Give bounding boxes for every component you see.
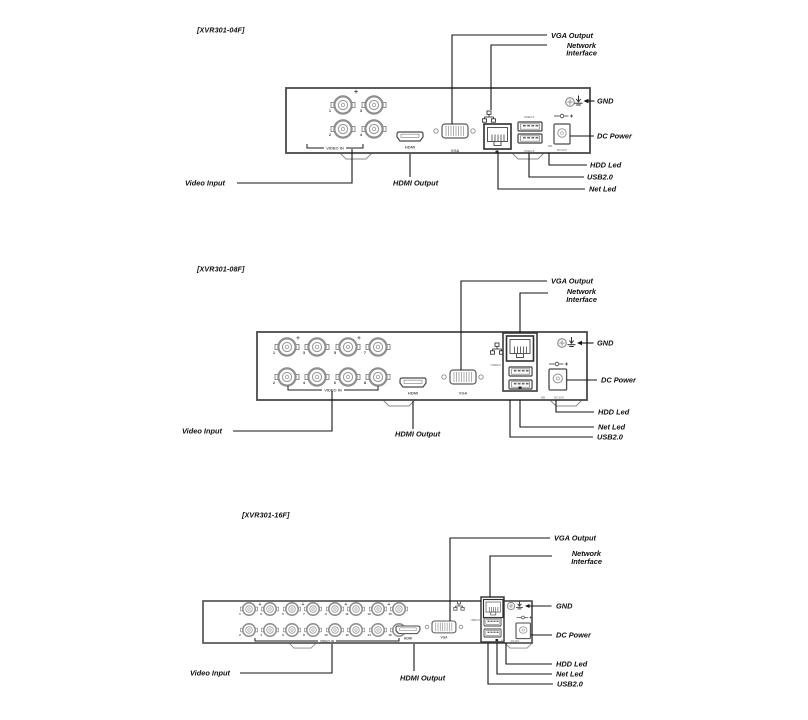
gnd-label: GND xyxy=(597,338,614,348)
hdd-led-label: HDD Led xyxy=(590,160,622,170)
net-led xyxy=(496,639,499,641)
callout-line-hdd-led xyxy=(549,153,587,165)
vga-port xyxy=(432,621,456,633)
channel-number: 3 xyxy=(359,108,363,113)
hdd-led-text: HD xyxy=(540,395,546,400)
hdd-led-label: HDD Led xyxy=(556,659,588,669)
model-title: [XVR301-04F] xyxy=(197,25,245,35)
dc-12v-text: DC12V xyxy=(557,148,567,152)
video-input-label: Video Input xyxy=(190,668,230,678)
video-in-text: VIDEO IN xyxy=(326,145,344,151)
net-led-label: Net Led xyxy=(589,184,617,194)
gnd-screw xyxy=(558,339,567,348)
channel-number: 2 xyxy=(328,132,332,137)
channel-number: 3 xyxy=(302,350,306,355)
channel-number: 6 xyxy=(333,380,337,385)
callout-line-net-led xyxy=(498,153,585,189)
network-interface-label: Network xyxy=(566,41,596,51)
channel-number: 1 xyxy=(328,108,332,113)
plus-mark: + xyxy=(344,602,348,608)
channel-number: 2 xyxy=(239,633,241,637)
hdmi-text: HDMI xyxy=(403,636,413,641)
network-interface-label: Network xyxy=(566,287,596,297)
channel-number: 6 xyxy=(282,633,284,637)
vga-output-label: VGA Output xyxy=(551,276,594,286)
hdmi-port xyxy=(396,626,420,634)
channel-number: 1 xyxy=(239,612,241,616)
usb-label: USB2.0 xyxy=(557,679,583,689)
ethernet-port xyxy=(484,124,511,149)
hdmi-port xyxy=(400,378,426,387)
channel-number: 14 xyxy=(367,633,371,637)
plus-mark: + xyxy=(296,335,300,342)
video-input-label: Video Input xyxy=(185,178,225,188)
hdmi-text: HDMI xyxy=(404,144,416,150)
channel-number: 16 xyxy=(388,633,392,637)
channel-number: 5 xyxy=(333,350,337,355)
usb-label: USB2.0 xyxy=(587,172,613,182)
vga-output-label: VGA Output xyxy=(554,533,597,543)
channel-number: 1 xyxy=(272,350,276,355)
network-interface-label: Network xyxy=(571,549,601,559)
callout-line-video-input xyxy=(240,644,332,673)
usb-port xyxy=(509,367,532,376)
channel-number: 4 xyxy=(302,380,306,385)
dc-power-label: DC Power xyxy=(601,375,636,385)
hdd-led-text: HD xyxy=(501,639,505,643)
vga-screw xyxy=(471,129,475,133)
gnd-screw xyxy=(566,98,575,107)
model-title: [XVR301-16F] xyxy=(242,510,290,520)
plus-mark: + xyxy=(353,89,359,96)
dc-power-label: DC Power xyxy=(597,131,632,141)
hdmi-output-label: HDMI Output xyxy=(400,673,446,683)
vga-screw xyxy=(425,625,429,629)
channel-number: 3 xyxy=(260,612,262,616)
usb-label: USB2.0 xyxy=(597,432,623,442)
video-in-text: VIDEO IN xyxy=(324,387,342,393)
plus-mark: + xyxy=(301,602,305,608)
hdd-led-label: HDD Led xyxy=(598,407,630,417)
channel-number: 12 xyxy=(345,633,349,637)
callout-line-network xyxy=(520,293,548,333)
net-led xyxy=(496,151,499,154)
channel-number: 8 xyxy=(303,633,305,637)
usb-port xyxy=(484,618,501,626)
plus-mark: + xyxy=(258,602,262,608)
dc-power-jack xyxy=(549,369,567,390)
ethernet-port xyxy=(507,336,534,361)
channel-number: 8 xyxy=(363,380,367,385)
channel-number: 10 xyxy=(324,633,328,637)
channel-number: 5 xyxy=(282,612,284,616)
gnd-screw xyxy=(507,602,514,609)
hdd-led-text: HD xyxy=(547,144,553,148)
hdmi-output-label: HDMI Output xyxy=(395,429,441,439)
channel-number: 2 xyxy=(272,380,276,385)
vga-output-label: VGA Output xyxy=(551,31,594,40)
network-interface-label: Interface xyxy=(566,48,597,58)
gnd-label: GND xyxy=(597,96,614,106)
video-in-text: VIDEO IN xyxy=(320,639,334,644)
channel-number: 4 xyxy=(359,132,363,137)
dc-12v-text: DC12V xyxy=(510,639,520,643)
vga-text: VGA xyxy=(450,148,460,153)
vga-screw xyxy=(442,375,446,379)
vga-screw xyxy=(434,129,438,133)
usb-text: USB2.0 xyxy=(470,619,480,622)
usb-text: USB2.0 xyxy=(523,149,535,153)
usb-port xyxy=(518,122,542,131)
hdmi-text: HDMI xyxy=(407,390,419,396)
vga-port xyxy=(442,124,468,138)
diagram-xvr301-04f xyxy=(185,26,633,194)
network-interface-label: Interface xyxy=(571,557,602,567)
vga-text: VGA xyxy=(440,635,448,640)
gnd-label: GND xyxy=(556,601,573,611)
diagram-xvr301-08f xyxy=(182,265,637,442)
channel-number: 11 xyxy=(345,612,349,616)
vga-port xyxy=(450,370,476,384)
channel-number: 4 xyxy=(260,633,262,637)
dc-12v-text: DC12V xyxy=(554,395,564,400)
net-led-label: Net Led xyxy=(556,669,584,679)
channel-number: 13 xyxy=(367,612,371,616)
channel-number: 9 xyxy=(325,612,327,616)
plus-mark: + xyxy=(357,335,361,342)
net-led-label: Net Led xyxy=(598,422,626,432)
callout-line-network xyxy=(490,556,552,597)
network-interface-label: Interface xyxy=(566,295,597,305)
channel-number: 7 xyxy=(303,612,305,616)
vga-screw xyxy=(459,625,463,629)
hdmi-port xyxy=(397,132,423,141)
vga-screw xyxy=(479,375,483,379)
ethernet-port xyxy=(484,600,503,618)
callout-line-usb xyxy=(510,400,593,437)
vga-text: VGA xyxy=(458,390,468,396)
dc-power-jack xyxy=(516,623,530,639)
usb-text: USB2.0 xyxy=(523,115,535,119)
hdmi-output-label: HDMI Output xyxy=(393,178,439,188)
usb-port xyxy=(484,629,501,637)
diagram-xvr301-16f xyxy=(190,511,602,689)
dc-power-jack xyxy=(554,124,570,144)
chassis xyxy=(286,88,590,153)
model-title: [XVR301-08F] xyxy=(197,264,245,274)
usb-port xyxy=(518,134,542,143)
video-input-label: Video Input xyxy=(182,426,222,436)
plus-mark: + xyxy=(387,602,391,608)
channel-number: 7 xyxy=(363,350,367,355)
callout-line-video-input xyxy=(237,149,352,183)
net-led xyxy=(519,387,522,390)
usb-text: USB2.0 xyxy=(490,363,501,367)
channel-number: 15 xyxy=(388,612,392,616)
dc-power-label: DC Power xyxy=(556,630,591,640)
